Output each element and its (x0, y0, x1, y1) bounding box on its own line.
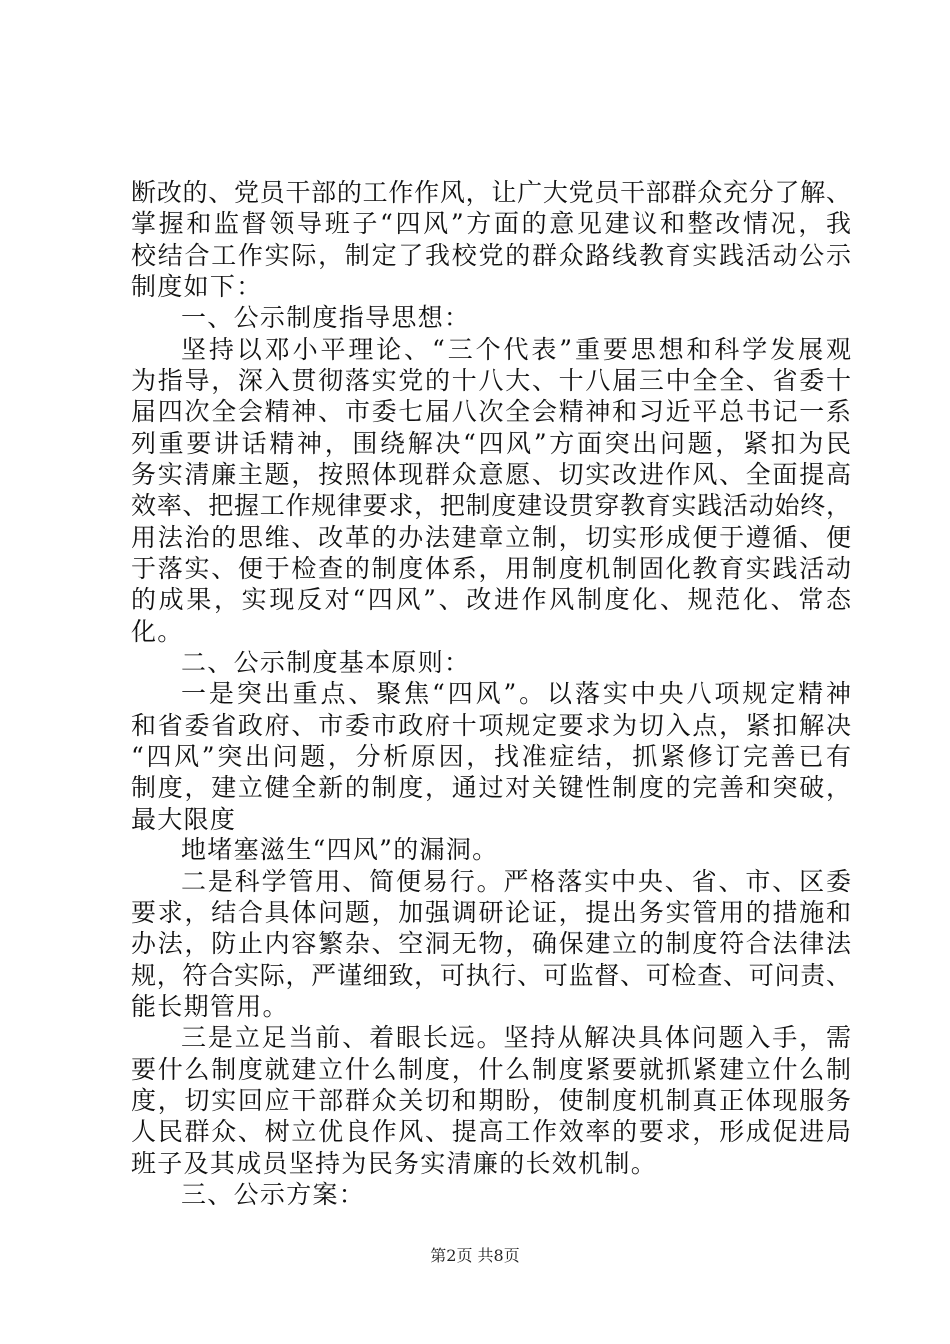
body-line: 为指导，深入贯彻落实党的十八大、十八届三中全全、省委十 (131, 366, 851, 395)
body-line: 班子及其成员坚持为民务实清廉的长效机制。 (131, 1149, 658, 1178)
body-line: 务实清廉主题，按照体现群众意愿、切实改进作风、全面提高 (131, 460, 851, 489)
body-line: 地堵塞滋生“四风”的漏洞。 (181, 835, 499, 864)
body-line: 规，符合实际，严谨细致，可执行、可监督、可检查、可问责、 (131, 961, 851, 990)
body-line: 一是突出重点、聚焦“四风”。以落实中央八项规定精神 (181, 679, 851, 708)
body-line: 度，切实回应干部群众关切和期盼，使制度机制真正体现服务 (131, 1086, 851, 1115)
body-line: 于落实、便于检查的制度体系，用制度机制固化教育实践活动 (131, 554, 851, 583)
page-indicator: 第2页 共8页 (430, 1246, 520, 1265)
body-line: 制度，建立健全新的制度，通过对关键性制度的完善和突破， (131, 773, 851, 802)
body-line: 制度如下： (131, 272, 263, 301)
body-line: 用法治的思维、改革的办法建章立制，切实形成便于遵循、便 (131, 523, 851, 552)
body-line: 二是科学管用、简便易行。严格落实中央、省、市、区委 (181, 867, 851, 896)
body-line: 的成果，实现反对“四风”、改进作风制度化、规范化、常态 (131, 585, 851, 614)
body-line: 届四次全会精神、市委七届八次全会精神和习近平总书记一系 (131, 397, 851, 426)
body-line: 坚持以邓小平理论、“三个代表”重要思想和科学发展观 (181, 335, 851, 364)
page-footer (0, 1246, 950, 1266)
body-line: 办法，防止内容繁杂、空洞无物，确保建立的制度符合法律法 (131, 929, 851, 958)
body-line: 要求，结合具体问题，加强调研论证，提出务实管用的措施和 (131, 898, 851, 927)
body-line: 能长期管用。 (131, 992, 289, 1021)
body-line: 要什么制度就建立什么制度，什么制度紧要就抓紧建立什么制 (131, 1055, 851, 1084)
body-line: 三是立足当前、着眼长远。坚持从解决具体问题入手，需 (181, 1023, 851, 1052)
body-line: 效率、把握工作规律要求，把制度建设贯穿教育实践活动始终， (131, 491, 851, 520)
body-line: 校结合工作实际，制定了我校党的群众路线教育实践活动公示 (131, 241, 851, 270)
section-heading: 二、公示制度基本原则： (181, 648, 471, 677)
body-line: 人民群众、树立优良作风、提高工作效率的要求，形成促进局 (131, 1117, 851, 1146)
body-line: 最大限度 (131, 805, 237, 834)
body-line: “四风”突出问题，分析原因，找准症结，抓紧修订完善已有 (131, 742, 851, 771)
body-line: 和省委省政府、市委市政府十项规定要求为切入点，紧扣解决 (131, 711, 851, 740)
body-line: 掌握和监督领导班子“四风”方面的意见建议和整改情况，我 (131, 209, 851, 238)
body-line: 列重要讲话精神，围绕解决“四风”方面突出问题，紧扣为民 (131, 429, 851, 458)
section-heading: 三、公示方案： (181, 1180, 366, 1209)
body-line: 断改的、党员干部的工作作风，让广大党员干部群众充分了解、 (131, 178, 851, 207)
section-heading: 一、公示制度指导思想： (181, 303, 471, 332)
body-line: 化。 (131, 617, 184, 646)
